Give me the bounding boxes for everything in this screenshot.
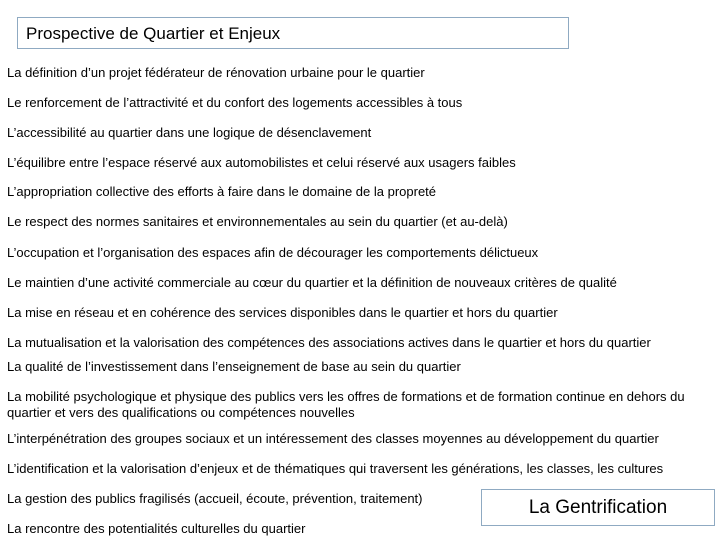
- list-item: Le maintien d’une activité commerciale au cœur du quartier et la définition de nouveaux critères de qualité: [7, 275, 617, 290]
- list-item: L’équilibre entre l’espace réservé aux automobilistes et celui réservé aux usagers faibles: [7, 155, 516, 170]
- gentrification-callout: La Gentrification: [481, 489, 715, 526]
- list-item: Le respect des normes sanitaires et environnementales au sein du quartier (et au-delà): [7, 214, 508, 229]
- list-item: L’identification et la valorisation d’enjeux et de thématiques qui traversent les générations, les classes, les cultures: [7, 461, 664, 476]
- list-item: L’occupation et l’organisation des espaces afin de décourager les comportements délictueux: [7, 245, 539, 260]
- list-item: La mise en réseau et en cohérence des services disponibles dans le quartier et hors du quartier: [7, 305, 558, 320]
- list-item: L’interpénétration des groupes sociaux et un intéressement des classes moyennes au développement du quartier: [7, 431, 659, 446]
- list-item: La définition d’un projet fédérateur de rénovation urbaine pour le quartier: [7, 65, 425, 80]
- list-item: L’appropriation collective des efforts à faire dans le domaine de la propreté: [7, 184, 437, 199]
- slide-title: Prospective de Quartier et Enjeux: [17, 17, 569, 49]
- list-item: La qualité de l’investissement dans l’enseignement de base au sein du quartier: [7, 359, 461, 374]
- list-item: La gestion des publics fragilisés (accueil, écoute, prévention, traitement): [7, 491, 423, 506]
- list-item: L’accessibilité au quartier dans une logique de désenclavement: [7, 125, 372, 140]
- list-item: La rencontre des potentialités culturelles du quartier: [7, 521, 306, 536]
- list-item: La mutualisation et la valorisation des compétences des associations actives dans le quartier et hors du quartier: [7, 335, 651, 350]
- list-item: Le renforcement de l’attractivité et du confort des logements accessibles à tous: [7, 95, 463, 110]
- list-item: La mobilité psychologique et physique des publics vers les offres de formations et de formation continue en dehors du quartier et vers des qualifications ou compétences nouvelles: [7, 389, 685, 420]
